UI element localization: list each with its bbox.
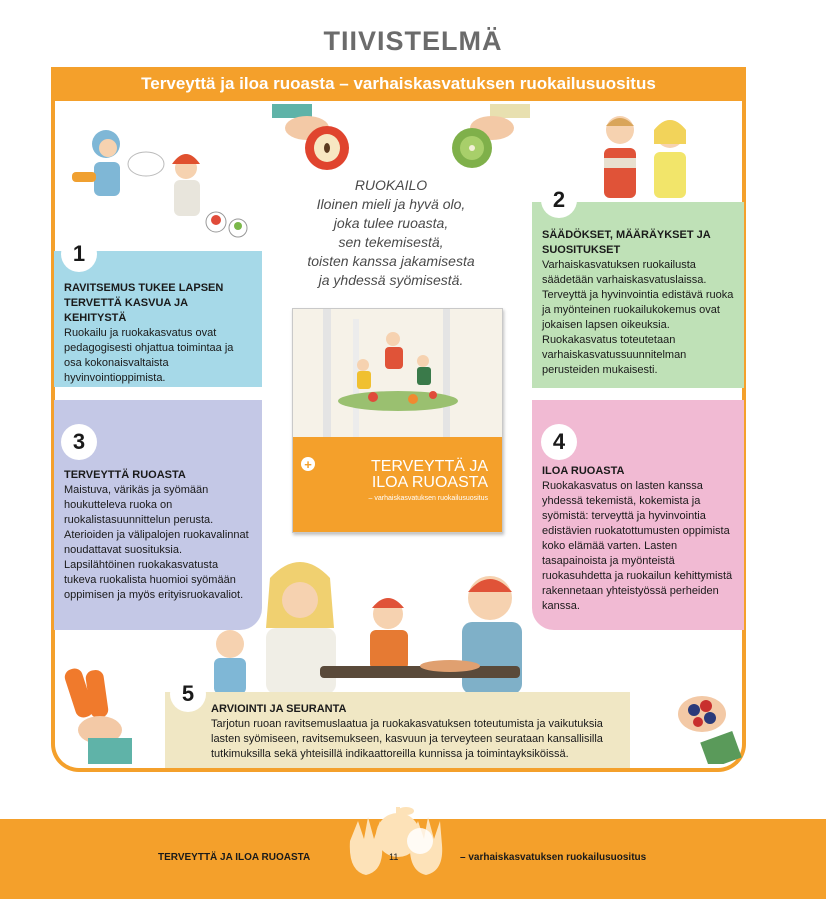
section-3-number: 3	[61, 424, 97, 460]
quote-line: joka tulee ruoasta,	[333, 215, 449, 231]
quote-line: sen tekemisestä,	[338, 234, 444, 250]
cover-subtitle: – varhaiskasvatuksen ruokailusuositus	[368, 495, 488, 502]
cover-orange-panel	[293, 437, 502, 532]
page-footer	[0, 819, 826, 899]
section-5-text: Tarjotun ruoan ravitsemuslaatua ja ruokakasvatuksen toteutumista ja vaikutuksia lasten syömiseen, ravitsemukseen, kasvuun ja terveyteen seurataan kansallisilla tutkimuksilla sekä yhteisillä indikaattoreilla kunnissa ja toimintayksiköissä.	[211, 718, 603, 760]
book-cover	[292, 308, 503, 533]
berries-hand-illustration	[664, 680, 742, 764]
section-1-box	[54, 251, 262, 387]
section-4-text: Ruokakasvatus on lasten kanssa yhdessä tekemistä, kokemista ja syömistä: terveyttä ja hyvinvointia edistävien ruokatottumusten oppimista koko elämää varten. Lasten tasapainoista ja myönteistä ruokasuhdetta ja ruokailun kehittymistä rakennetaan yhteistyössä perheiden kanssa.	[542, 480, 733, 612]
banner-title: Terveyttä ja iloa ruoasta – varhaiskasvatuksen ruokailusuositus	[51, 67, 746, 101]
cover-title-line: ILOA RUOASTA	[371, 474, 488, 491]
cover-title	[371, 459, 488, 491]
section-5-number: 5	[170, 676, 206, 712]
section-5-heading: ARVIOINTI JA SEURANTA	[211, 703, 347, 715]
carrot-hand-illustration	[60, 664, 156, 764]
cover-title-line: TERVEYTTÄ JA	[370, 458, 488, 475]
section-4-heading: ILOA RUOASTA	[542, 465, 625, 477]
section-3-heading: TERVEYTTÄ RUOASTA	[64, 469, 186, 481]
quote-title: RUOKAILO	[354, 177, 428, 193]
section-4-number: 4	[541, 424, 577, 460]
children-cooking-illustration	[66, 104, 256, 250]
section-1-text: Ruokailu ja ruokakasvatus ovat pedagogisesti ohjattua toimintaa ja osa kokonaisvaltaista hyvinvointioppimista.	[64, 327, 234, 384]
ruokailo-quote	[296, 176, 486, 290]
section-2-box	[532, 202, 744, 388]
footer-title-right: – varhaiskasvatuksen ruokailusuositus	[460, 852, 647, 863]
page-title: TIIVISTELMÄ	[323, 26, 503, 56]
section-5-box	[165, 692, 630, 768]
section-2-heading: SÄÄDÖKSET, MÄÄRÄYKSET JA SUOSITUKSET	[542, 229, 711, 256]
section-2-number: 2	[541, 182, 577, 218]
hands-and-apple-logo-icon	[340, 801, 450, 891]
quote-line: toisten kanssa jakamisesta	[307, 253, 475, 269]
quote-line: ja yhdessä syömisestä.	[318, 272, 464, 288]
section-1-number: 1	[61, 236, 97, 272]
two-children-illustration	[590, 104, 700, 200]
cover-illustration	[293, 309, 502, 437]
footer-title-left: TERVEYTTÄ JA ILOA RUOASTA	[158, 852, 311, 863]
apple-hand-illustration	[272, 104, 362, 174]
section-3-text: Maistuva, värikäs ja syömään houkutteleva ruoka on ruokalistasuunnittelun perusta. Aterioiden ja välipalojen ruokavalinnat noudattavat suosituksia. Lapsilähtöinen ruokakasvatusta tukeva ruokalista huomioi syömään oppimisen ja myös erityisruokavaliot.	[64, 484, 249, 601]
section-1-heading: RAVITSEMUS TUKEE LAPSEN TERVETTÄ KASVUA JA KEHITYSTÄ	[64, 282, 224, 324]
page-number: 11	[389, 852, 399, 862]
section-2-text: Varhaiskasvatuksen ruokailusta säädetään varhaiskasvatuslaissa. Terveyttä ja hyvinvointia edistävä ruoka ja myönteinen ruokailukokemus ovat jokaisen lapsen oikeuksia. Ruokakasvatus toteutetaan varhaiskasvatussuunnitelman perusteiden mukaisesti.	[542, 259, 734, 376]
kiwi-hand-illustration	[440, 104, 530, 174]
quote-line: Iloinen mieli ja hyvä olo,	[316, 196, 466, 212]
plus-icon: +	[301, 457, 315, 471]
